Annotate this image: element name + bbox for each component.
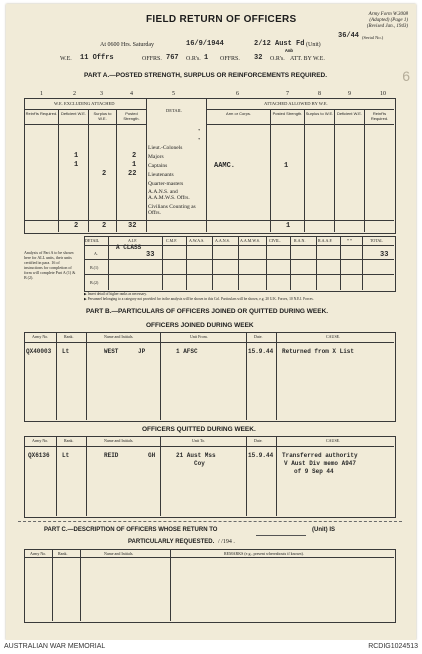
- an-h-civil: CIVIL.: [269, 238, 281, 243]
- quitted-unit: 21 Aust Mss: [176, 452, 216, 459]
- higher-ranks-marker: *: [198, 128, 201, 133]
- col-num-10: 10: [380, 91, 386, 97]
- rank-captains: Captains: [148, 163, 168, 169]
- an-h-aamws: A.A.M.W.S.: [240, 238, 260, 243]
- unit-name-suffix: Amb: [285, 49, 294, 54]
- we-excluding-header: W.E. EXCLUDING ATTACHED: [54, 101, 115, 106]
- col-num-6: 6: [236, 91, 239, 97]
- we-ors-value: 767: [166, 54, 179, 62]
- quitted-name: REID: [104, 452, 119, 459]
- aif-value: 33: [146, 251, 155, 259]
- serial-label: (Serial No.): [362, 35, 384, 40]
- quitted-cause-2: V Aust Div memo A947: [284, 460, 357, 467]
- we-offrs-value: 11 Offrs: [80, 54, 114, 62]
- part-c-unit-label: (Unit) IS: [312, 527, 335, 533]
- joined-initials: JP: [138, 348, 146, 355]
- joined-cause: Returned from X List: [282, 348, 355, 355]
- total-att-posted: 1: [286, 222, 291, 230]
- rank-qm: Quarter-masters: [148, 181, 184, 187]
- j-h-unit: Unit From.: [190, 334, 208, 339]
- an-h-raaf: R.A.A.F.: [318, 238, 333, 243]
- footnote-1: ▶ Insert detail of higher ranks as necessary.: [84, 292, 147, 296]
- offrs-label-2: OFFRS.: [220, 56, 240, 62]
- form-title: FIELD RETURN OF OFFICERS: [146, 14, 297, 25]
- archive-name: AUSTRALIAN WAR MEMORIAL: [4, 643, 106, 650]
- rank-aans: A.A.N.S. and A.A.M.W.S. Offrs.: [148, 189, 190, 201]
- j-h-rank: Rank.: [64, 334, 74, 339]
- j-h-cause: CAUSE.: [326, 334, 341, 339]
- margin-mark: 6: [402, 68, 410, 84]
- unit-name: 2/12 Aust Fd: [254, 40, 305, 48]
- j-h-date: Date.: [254, 334, 263, 339]
- part-c-date-blank: / /194 .: [218, 539, 235, 545]
- an-h-ran: R.A.N.: [294, 238, 306, 243]
- attached-allowed-header: ATTACHED ALLOWED BY W.E.: [264, 101, 328, 106]
- c-h-name: Name and Initials.: [104, 551, 134, 556]
- col-header-att-surplus: Surplus to W.E.: [305, 111, 334, 116]
- an-h-total: TOTAL: [370, 238, 383, 243]
- rank-list: [148, 144, 204, 216]
- part-c-title: PART C.—DESCRIPTION OF OFFICERS WHOSE RETURN TO: [44, 527, 218, 533]
- col-header-att-deficient: Deficient W.E.: [336, 111, 363, 116]
- col-header-reinf: Reinf'ts Required.: [25, 111, 58, 116]
- footnote-2: ▶ Personnel belonging to a category not provided for in the analysis will be shown in this Col. Particulars will be shown, e.g. 20 U.K. Forces, 10 N.E.I. Forces.: [84, 297, 314, 301]
- col-header-att-reinf: Reinf'ts Required.: [370, 111, 389, 121]
- an-row-b1: B.(1): [90, 265, 99, 270]
- col-header-att-posted: Posted Strength.: [272, 111, 303, 116]
- quitted-army-no: QX6136: [28, 452, 50, 459]
- col-num-1: 1: [40, 91, 43, 97]
- c-h-remarks: REMARKS (e.g., present whereabouts if known).: [224, 551, 304, 556]
- col-num-3: 3: [100, 91, 103, 97]
- we-label: W.E.: [60, 56, 72, 62]
- quitted-title: OFFICERS QUITTED DURING WEEK.: [142, 426, 256, 433]
- quitted-cause: Transferred authority: [282, 452, 358, 459]
- total-posted: 32: [128, 222, 137, 230]
- deficient-captains: 1: [74, 161, 79, 169]
- detail-header: DETAIL: [166, 108, 182, 113]
- quitted-table: [24, 436, 396, 518]
- col-header-deficient: Deficient W.E.: [60, 111, 87, 116]
- quitted-date: 15.9.44: [248, 452, 274, 459]
- posted-lieutenants: 22: [128, 170, 137, 178]
- joined-date: 15.9.44: [248, 348, 274, 355]
- col-header-arm: Arm or Corps.: [226, 111, 251, 116]
- surplus-lieutenants: 2: [102, 170, 107, 178]
- col-num-8: 8: [318, 91, 321, 97]
- part-b-title: PART B.—PARTICULARS OF OFFICERS JOINED OR QUITTED DURING WEEK.: [86, 308, 329, 315]
- total-deficient: 2: [74, 222, 79, 230]
- aif-class: A CLASS: [116, 244, 142, 251]
- rank-lt-col: Lieut.-Colonels: [148, 145, 183, 151]
- col-num-4: 4: [130, 91, 133, 97]
- offrs-value: 1: [204, 54, 209, 62]
- quitted-cause-3: of 9 Sep 44: [294, 468, 334, 475]
- an-h-other: * *: [347, 238, 352, 243]
- joined-rank: Lt: [62, 348, 70, 355]
- deficient-majors: 1: [74, 152, 79, 160]
- q-h-cause: CAUSE.: [326, 438, 341, 443]
- col-num-7: 7: [286, 91, 289, 97]
- archive-footer: [0, 640, 422, 654]
- col-num-9: 9: [348, 91, 351, 97]
- joined-name: WEST: [104, 348, 119, 355]
- an-h-aans: A.A.N.S.: [215, 238, 230, 243]
- part-c-requested: PARTICULARLY REQUESTED.: [128, 539, 215, 545]
- att-posted-value: 1: [284, 162, 289, 170]
- posted-majors: 2: [132, 152, 137, 160]
- joined-table: [24, 332, 396, 422]
- arm-corps-value: AAMC.: [214, 162, 236, 170]
- ors-value: 32: [254, 54, 263, 62]
- j-h-armyno: Army No.: [32, 334, 49, 339]
- att-label: ATT. BY W.E.: [290, 56, 325, 62]
- col-num-5: 5: [172, 91, 175, 97]
- c-h-rank: Rank.: [58, 551, 68, 556]
- j-h-name: Name and Initials.: [104, 334, 134, 339]
- rank-civilians: Civilians Counting as Offrs.: [148, 204, 196, 216]
- an-row-b2: B.(2): [90, 280, 99, 285]
- rank-lieutenants: Lieutenants: [148, 172, 174, 178]
- part-a-table: [24, 98, 396, 234]
- joined-unit: 1 AFSC: [176, 348, 198, 355]
- an-h-detail: DETAIL: [85, 238, 100, 243]
- q-h-armyno: Army No.: [32, 438, 49, 443]
- analysis-note: Analysis of Part A to be shown here for ALL units, their units certified in para. 16 of instructions for completion of form will complete Part A (1) & B (2).: [24, 250, 76, 280]
- total-surplus: 2: [102, 222, 107, 230]
- q-h-rank: Rank.: [64, 438, 74, 443]
- joined-title: OFFICERS JOINED DURING WEEK: [146, 322, 254, 329]
- q-h-name: Name and Initials.: [104, 438, 134, 443]
- part-a-title: PART A.—POSTED STRENGTH, SURPLUS OR REINFORCEMENTS REQUIRED.: [84, 72, 328, 79]
- q-h-unit: Unit To.: [192, 438, 206, 443]
- at-label: At 0600 Hrs. Saturday: [100, 42, 154, 48]
- rank-majors: Majors: [148, 154, 164, 160]
- col-num-2: 2: [73, 91, 76, 97]
- higher-ranks-marker-2: *: [198, 137, 201, 142]
- ors-label-1: O.R's.: [186, 56, 201, 62]
- posted-captains: 1: [132, 161, 137, 169]
- archive-id: RCDIG1024513: [368, 643, 418, 650]
- quitted-rank: Lt: [62, 452, 70, 459]
- an-h-aif: A.I.F.: [128, 238, 138, 243]
- joined-army-no: QX40003: [26, 348, 52, 355]
- section-divider: [18, 521, 402, 522]
- return-date: 16/9/1944: [186, 40, 224, 48]
- quitted-initials: GH: [148, 452, 156, 459]
- serial-number: 36/44: [338, 32, 360, 40]
- unit-label: (Unit): [306, 42, 321, 48]
- form-reference: Army Form W.3008 (Adapted) (Page 1) (Revised Jan., 1943): [366, 12, 408, 29]
- c-h-armyno: Army No.: [30, 551, 47, 556]
- an-h-awas: A.W.A.S.: [189, 238, 205, 243]
- analysis-total: 33: [380, 251, 389, 259]
- col-header-posted: Posted Strength.: [123, 111, 140, 121]
- offrs-label: OFFRS.: [142, 56, 162, 62]
- col-header-surplus: Surplus to W.E.: [93, 111, 112, 121]
- an-row-a: A.: [94, 251, 98, 256]
- quitted-unit-2: Coy: [194, 460, 205, 467]
- q-h-date: Date.: [254, 438, 263, 443]
- ors-label-2: O.R's.: [270, 56, 285, 62]
- an-h-cmf: C.M.F.: [166, 238, 178, 243]
